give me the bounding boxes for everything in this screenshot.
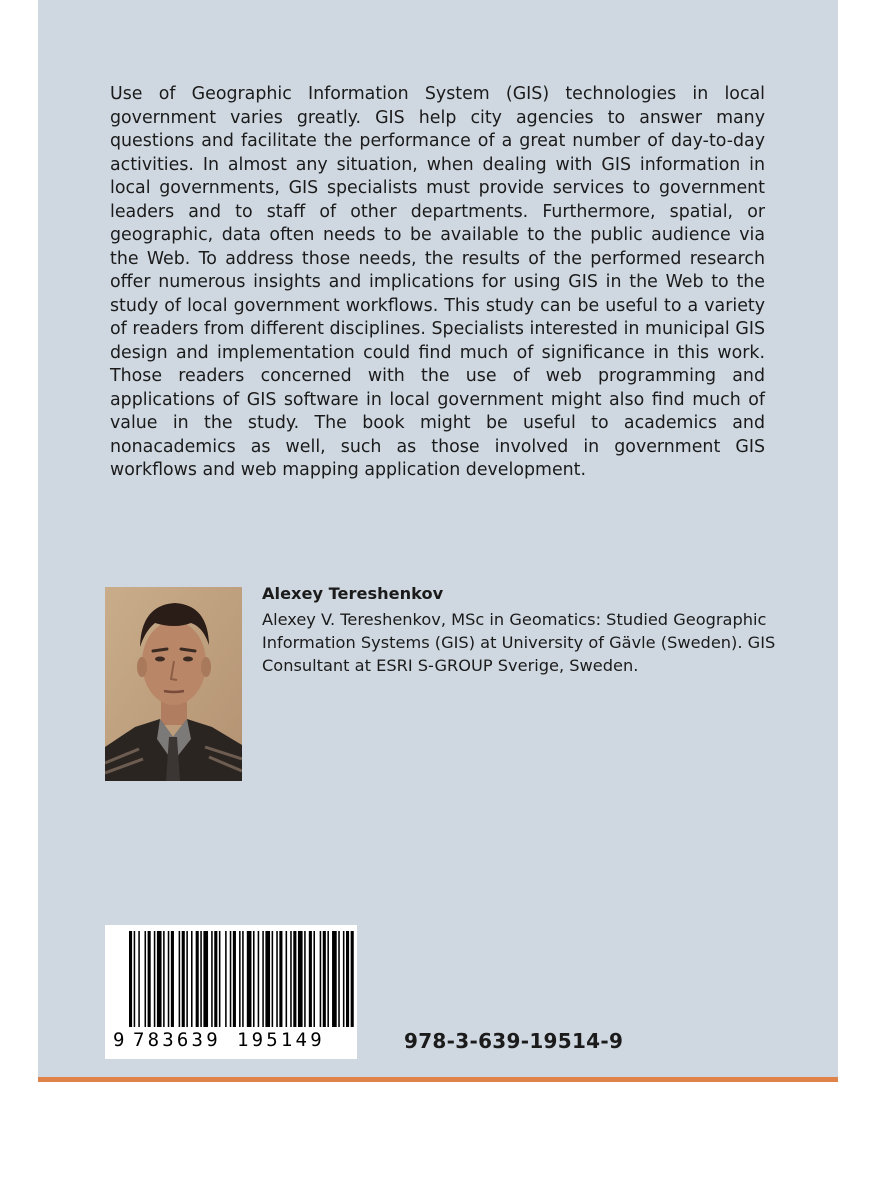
barcode-bar — [233, 931, 236, 1027]
isbn-number: 978-3-639-19514-9 — [404, 1029, 624, 1053]
barcode-bar — [196, 931, 199, 1027]
author-bio: Alexey V. Tereshenkov, MSc in Geomatics: Studied Geographic Information Systems (GIS) at University of Gävle (Sweden). GIS Consultant at ESRI S-GROUP Sverige, Sweden. — [262, 610, 776, 675]
barcode-bar — [214, 931, 217, 1027]
barcode-bar — [186, 931, 188, 1027]
barcode-bar — [168, 931, 170, 1027]
barcode-bar — [323, 931, 326, 1027]
barcode-bar — [203, 931, 208, 1027]
accent-line — [38, 1077, 838, 1082]
barcode-left-digits: 783639 — [133, 1029, 221, 1051]
barcode-bar — [148, 931, 151, 1027]
author-portrait-image — [105, 587, 242, 781]
barcode-bar — [309, 931, 312, 1027]
barcode-bar — [258, 931, 260, 1027]
barcode-bar — [225, 931, 227, 1027]
author-name: Alexey Tereshenkov — [262, 584, 444, 603]
barcode-bar — [279, 931, 282, 1027]
barcode-bar — [138, 931, 140, 1027]
barcode-bar — [129, 931, 132, 1027]
barcode-bar — [230, 931, 232, 1027]
barcode-bar — [346, 931, 349, 1027]
barcode-bar — [182, 931, 185, 1027]
barcode-bar — [154, 931, 156, 1027]
barcode-bar — [320, 931, 322, 1027]
author-photo — [105, 587, 242, 781]
barcode-bar — [313, 931, 315, 1027]
barcode-bar — [338, 931, 340, 1027]
barcode-bar — [290, 931, 292, 1027]
barcode-bar — [145, 931, 147, 1027]
barcode-bar — [134, 931, 136, 1027]
barcode-bar — [327, 931, 329, 1027]
barcode — [105, 925, 357, 1059]
barcode-right-digits: 195149 — [237, 1029, 325, 1051]
barcode-bar — [293, 931, 296, 1027]
barcode-first-digit: 9 — [113, 1029, 125, 1051]
barcode-bar — [191, 931, 193, 1027]
barcode-bar — [211, 931, 213, 1027]
barcode-bar — [171, 931, 174, 1027]
barcode-bar — [219, 931, 221, 1027]
barcode-bar — [242, 931, 244, 1027]
barcode-bar — [276, 931, 278, 1027]
barcode-bar — [272, 931, 274, 1027]
barcode-bar — [200, 931, 202, 1027]
barcode-digits — [105, 1029, 357, 1053]
barcode-bar — [179, 931, 181, 1027]
barcode-bar — [304, 931, 306, 1027]
barcode-bar — [343, 931, 345, 1027]
barcode-bar — [157, 931, 162, 1027]
barcode-bar — [239, 931, 241, 1027]
barcode-bar — [262, 931, 264, 1027]
barcode-bar — [286, 931, 288, 1027]
book-description: Use of Geographic Information System (GIS) technologies in local government varies greatly. GIS help city agencies to answer many questions and facilitate the performance of a great number of day-to-day activities. In almost any situation, when dealing with GIS information in local governments, GIS specialists must provide services to government leaders and to staff of other departments. Furthermore, spatial, or geographic, data often needs to be available to the public audience via the Web. To address those needs, the results of the performed research offer numerous insights and implications for using GIS in the Web to the study of local government workflows. This study can be useful to a variety of readers from different disciplines. Specialists interested in municipal GIS design and implementation could find much of significance in this work. Those readers concerned with the use of web programming and applications of GIS software in local government might also find much of value in the study. The book might be useful to academics and nonacademics as well, such as those involved in government GIS workflows and web mapping application development. — [110, 84, 765, 480]
barcode-bar — [253, 931, 255, 1027]
barcode-bar — [332, 931, 337, 1027]
barcode-bar — [351, 931, 354, 1027]
barcode-bar — [298, 931, 303, 1027]
barcode-bar — [265, 931, 270, 1027]
barcode-bar — [247, 931, 252, 1027]
barcode-bar — [163, 931, 165, 1027]
